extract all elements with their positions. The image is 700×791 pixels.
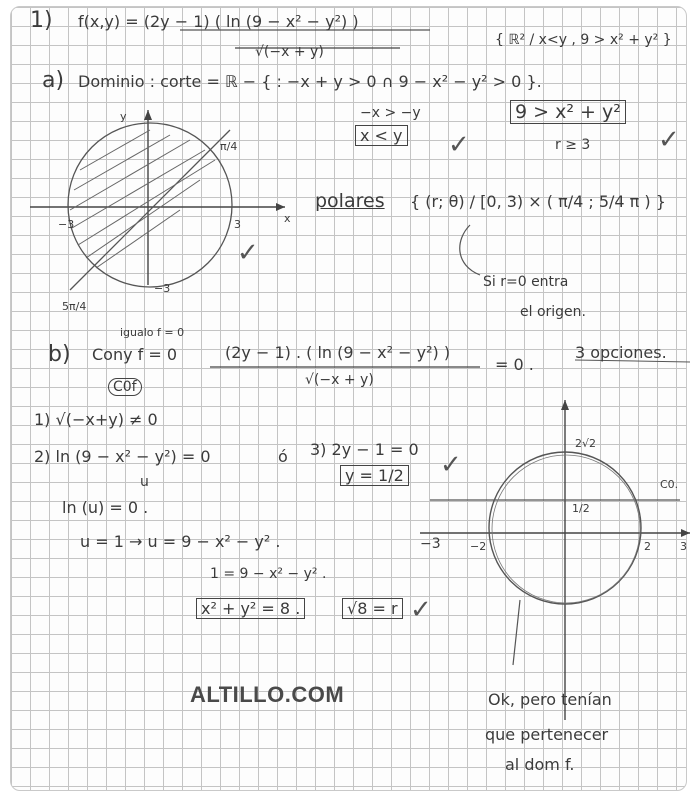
graph-a-diagonal [70,130,230,290]
part-a-label: a) [42,68,65,93]
graph-b-circle-retrace [492,455,640,603]
part-b-options: 3 opciones. [575,343,667,362]
ln-u: ln (u) = 0 . [62,498,149,517]
domain-set: { ℝ² / x<y , 9 > x² + y² } [495,32,672,48]
radius-eq: √8 = r [342,598,403,619]
origin-note-1: Si r=0 entra [483,274,569,290]
graph-a-tick-left: −3 [58,218,75,231]
step-eq: 1 = 9 − x² − y² . [210,566,327,582]
graph-b-left: −2 [470,540,487,553]
teacher-comment-1: Ok, pero tenían [488,690,612,709]
graph-a-angle-top: π/4 [220,140,238,153]
graph-b-left-far: −3 [420,536,441,552]
graph-b-x-arrow [681,529,690,537]
origin-note-2: el origen. [520,304,586,320]
graph-a-angle-bottom: 5π/4 [62,300,87,313]
graph-a-y-label: y [120,110,127,123]
part-a-heading: Dominio : corte = ℝ − { : −x + y > 0 ∩ 9 − x² − y² > 0 }. [78,72,542,91]
origin-note-arrow [460,225,480,275]
check-mark-icon: ✓ [658,125,680,155]
graph-b-right: 2 [644,540,651,553]
polar-set: { (r; θ) / [0, 3) × ( π/4 ; 5/4 π ) } [410,192,666,211]
polar-label: polares [315,190,385,212]
check-mark-icon: ✓ [440,450,462,480]
graph-a-tick-bottom: −3 [154,282,171,295]
watermark: ALTILLO.COM [190,682,345,707]
graph-a-hatch [70,130,215,268]
y-half-result: y = 1/2 [340,465,409,486]
graph-b-right-far: 3 [680,540,687,553]
problem-number: 1) [30,8,53,33]
part-b-equation-den: √(−x + y) [305,372,374,388]
graph-a-x-label: x [284,212,291,225]
check-mark-icon: ✓ [237,238,259,268]
graph-a-y-arrow [144,110,152,120]
part-b-small-note: igualo f = 0 [120,326,185,339]
graph-b-half: 1/2 [572,502,590,515]
u-is-1: u = 1 → u = 9 − x² − y² . [80,532,281,551]
check-mark-icon: ✓ [448,130,470,160]
option-1: 1) √(−x+y) ≠ 0 [34,410,158,429]
sub-var: u [140,474,149,490]
graph-b-y-arrow [561,400,569,410]
radius-note: r ≥ 3 [555,137,591,153]
option-2: 2) ln (9 − x² − y²) = 0 [34,447,211,466]
ineq2: 9 > x² + y² [510,100,626,124]
part-b-equation: (2y − 1) . ( ln (9 − x² − y²) ) [225,343,451,362]
graph-b-c0: C0. [660,478,679,491]
teacher-comment-3: al dom f. [505,755,575,774]
teacher-comment-2: que pertenecer [485,725,609,744]
option-3: 3) 2y − 1 = 0 [310,440,419,459]
ineq1-a: −x > −y [360,105,421,121]
graph-a-tick-right: 3 [234,218,241,231]
part-b-label: b) [48,342,71,367]
ineq1-b: x < y [355,125,408,146]
graph-a-x-arrow [276,203,285,211]
check-mark-icon: ✓ [410,595,432,625]
circle-eq: x² + y² = 8 . [196,598,305,619]
function-denominator: √(−x + y) [255,44,324,60]
option-or: ó [278,447,288,466]
part-b-equals: = 0 . [495,355,534,374]
comment-arrow [513,600,520,665]
graph-b-top: 2√2 [575,437,597,450]
graph-a-circle [68,123,232,287]
part-b-heading: Cony f = 0 [92,345,178,364]
cof-badge: C0f [108,378,142,396]
function-definition: f(x,y) = (2y − 1) ( ln (9 − x² − y²) ) [78,12,359,31]
